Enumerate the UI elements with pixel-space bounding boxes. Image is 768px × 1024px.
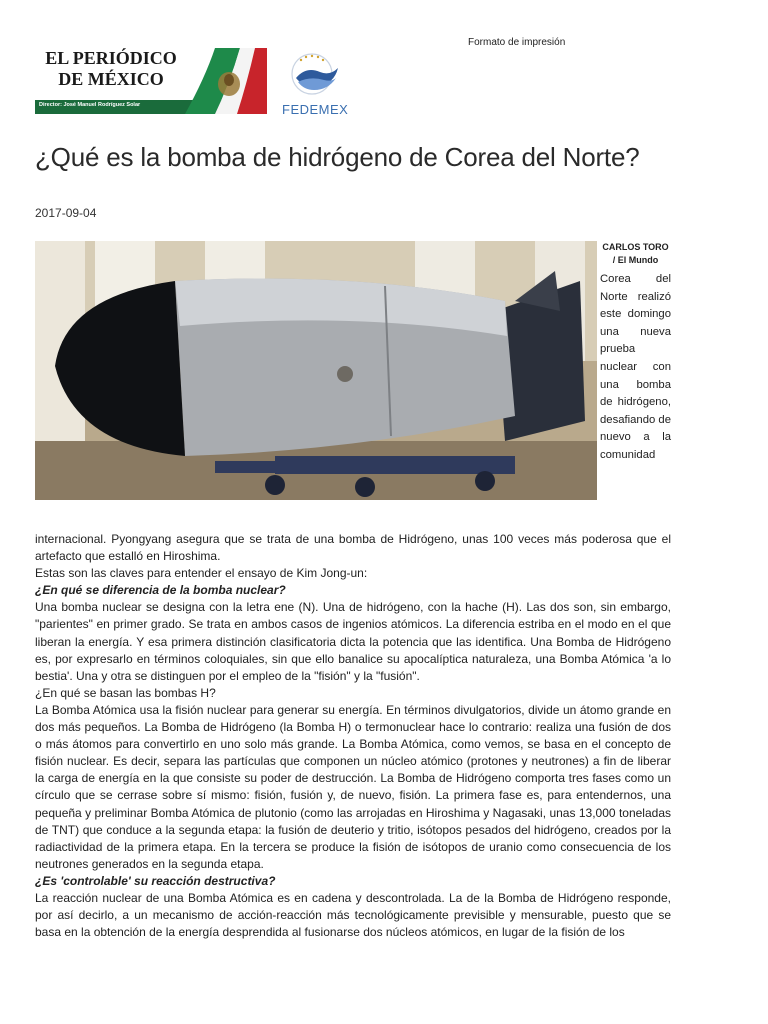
byline-source: / El Mundo — [612, 255, 659, 265]
fedemex-logo[interactable] — [280, 48, 358, 118]
logo-line-2: DE MÉXICO — [58, 69, 164, 89]
logo-wordmark — [35, 48, 187, 100]
hydrogen-bomb-photo — [35, 241, 597, 500]
logo-line-1: EL PERIÓDICO — [45, 48, 177, 68]
paragraph: La reacción nuclear de una Bomba Atómica es en cadena y descontrolada. La de la Bomba de Hidrógeno responde, por así decirlo, a un mecanismo de acción-reacción más tecnológicamente previsible y mensurable, puesto que se basa en la obtención de la energía desprendida al fusionarse dos núcleos atómicos, en lugar de la fisión de los — [35, 890, 671, 940]
section-question: ¿Es 'controlable' su reacción destructiva? — [35, 873, 276, 888]
fedemex-label: FEDEMEX — [282, 102, 349, 117]
section-question: ¿En qué se basan las bombas H? — [35, 685, 216, 700]
byline — [600, 241, 671, 267]
section-question: ¿En qué se diferencia de la bomba nuclear? — [35, 583, 286, 598]
byline-author: CARLOS TORO — [602, 242, 669, 252]
fedemex-emblem-icon — [280, 48, 358, 102]
lead-column — [600, 241, 671, 465]
paragraph: Una bomba nuclear se designa con la letra ene (N). Una de hidrógeno, con la hache (H). Las dos son, sin embargo, "parientes" en primer grado. Se trata en ambos casos de ingenios atómicos. La diferencia estriba en el modo en el que liberan la energía. Y esa primera distinción clasificatoria dicta la potencia que las identifica. Una Bomba de Hidrógeno es, por expresarlo en términos coloquiales, sin que ello banalice su apocalíptica naturaleza, una Bomba Atómica 'a lo bestia'. Una y otra se distinguen por el empleo de la "fisión" y la "fusión". — [35, 600, 671, 683]
article-title: ¿Qué es la bomba de hidrógeno de Corea del Norte? — [35, 142, 640, 172]
mexican-flag-icon — [185, 48, 267, 114]
lead-paragraph: Corea del Norte realizó este domingo una nueva prueba nuclear con una bomba de hidrógeno, desafiando de nuevo a la comunidad — [600, 273, 671, 461]
paragraph: La Bomba Atómica usa la fisión nuclear para generar su energía. En términos divulgatorios, divide un átomo grande en dos más pequeños. La Bomba de Hidrógeno (la Bomba H) o termonuclear hace lo contrario: realiza una fusión de dos o más átomos para convertirlo en uno solo más grande. La Bomba Atómica, como vemos, se basa en el concepto de fisión nuclear. Es decir, separa las partículas que componen un núcleo atómico (protones y neutrones) a fin de liberar la carga de energía en la que consiste su poder de destrucción. La Bomba de Hidrógeno comporta tres fases como un círculo que se cerrase sobre sí mismo: fisión, fusión y, de nuevo, fisión. La primera fase es, para entendernos, una pequeña y preliminar Bomba Atómica de plutonio (como las arrojadas en Hiroshima y Nagasaki, unas 13,000 toneladas de TNT) que conduce a la segunda etapa: la fusión de deuterio y tritio, isótopos pesados del hidrógeno, creados por la radiactividad de la primera etapa. En la tercera se produce la fisión de isótopos de uranio como consecuencia de los neutrones generados en la segunda etapa. — [35, 702, 671, 871]
lead-continuation: internacional. Pyongyang asegura que se trata de una bomba de Hidrógeno, unas 100 veces más poderosa que el artefacto que estalló en Hiroshima. — [35, 532, 671, 564]
newspaper-logo[interactable] — [35, 48, 268, 117]
logo-director-text: Director: José Manuel Rodríguez Solar — [39, 102, 141, 108]
article-body — [35, 531, 671, 941]
paragraph: Estas son las claves para entender el ensayo de Kim Jong-un: — [35, 566, 368, 581]
print-format-link[interactable]: Formato de impresión — [468, 37, 566, 48]
article-date: 2017-09-04 — [35, 206, 97, 220]
